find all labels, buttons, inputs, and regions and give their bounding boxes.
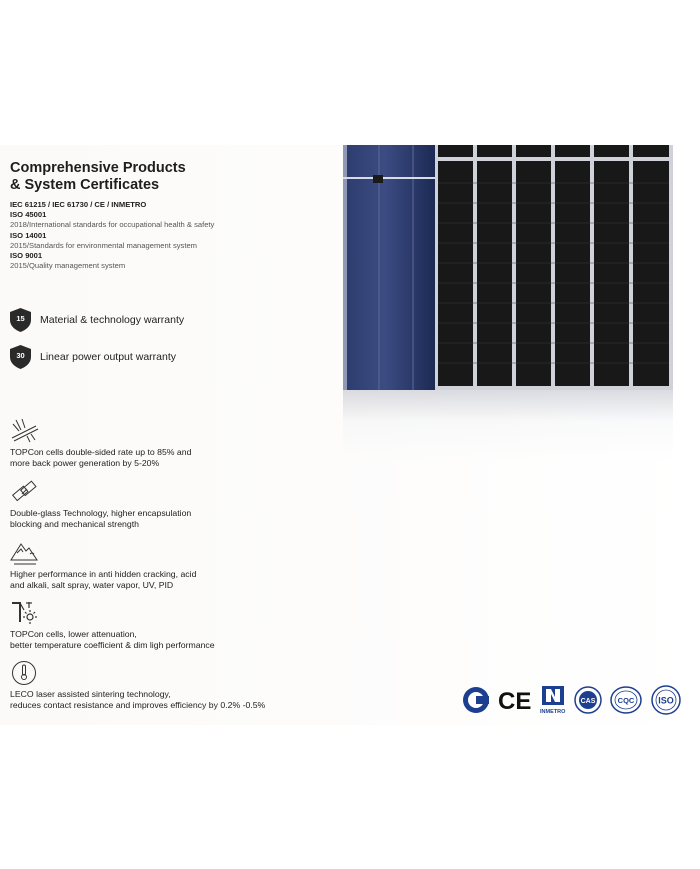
feature-text: Higher performance in anti hidden cracking, acid and alkali, salt spray, water vapor, UV, PID (10, 569, 197, 590)
warranty-label: Material & technology warranty (40, 314, 185, 326)
bifacial-rays-icon (10, 418, 40, 444)
cert-line: ISO 14001 (10, 230, 47, 240)
double-glass-icon (10, 479, 40, 505)
certification-logos (462, 684, 690, 716)
solar-panel-image (343, 145, 673, 390)
inmetro-logo-icon (540, 685, 566, 715)
cas-label: CAS (580, 698, 596, 705)
feature-text: TOPCon cells double-sided rate up to 85% and more back power generation by 5-20% (10, 447, 192, 468)
cas-logo-icon (574, 685, 602, 715)
feature-text: TOPCon cells, lower attenuation, better temperature coefficient & dim ligh performance (10, 629, 215, 650)
warranty-material (10, 308, 184, 332)
tuv-logo-icon (462, 685, 490, 715)
cert-line: 2015/Standards for environmental management system (10, 240, 197, 250)
feature-item (10, 479, 340, 529)
warranty-label: Linear power output warranty (40, 351, 176, 363)
warranty-years: 30 (16, 351, 25, 360)
shield-icon (10, 308, 31, 332)
cqc-logo-icon (610, 685, 642, 715)
feature-text: LECO laser assisted sintering technology, reduces contact resistance and improves efficiency by 0.2% -0.5% (10, 689, 266, 710)
feature-item (10, 540, 340, 590)
page-title: Comprehensive Products & System Certificates (10, 160, 186, 193)
iso-label: ISO (658, 695, 674, 706)
feature-item (10, 660, 340, 710)
shield-icon (10, 345, 31, 369)
ce-mark: CE (498, 688, 532, 714)
cert-line: IEC 61215 / IEC 61730 / CE / INMETRO (10, 200, 147, 209)
thermometer-icon (10, 660, 40, 686)
cert-line: ISO 45001 (10, 210, 47, 220)
certificate-list (10, 200, 310, 271)
mountain-weather-icon (10, 540, 40, 566)
panel-reflection (343, 390, 673, 460)
feature-item (10, 600, 340, 650)
cert-line: 2015/Quality management system (10, 261, 126, 271)
cqc-label: CQC (617, 696, 635, 705)
inmetro-label: INMETRO (540, 709, 566, 715)
cert-line: ISO 9001 (10, 251, 43, 261)
feature-item (10, 418, 340, 468)
cert-line: 2018/International standards for occupational health & safety (10, 220, 215, 230)
iso-logo-icon (650, 685, 682, 715)
ce-logo-icon (498, 685, 532, 715)
warranty-years: 15 (16, 314, 25, 323)
temperature-sun-icon (10, 600, 40, 626)
warranty-power (10, 345, 176, 369)
feature-text: Double-glass Technology, higher encapsulation blocking and mechanical strength (10, 508, 192, 529)
